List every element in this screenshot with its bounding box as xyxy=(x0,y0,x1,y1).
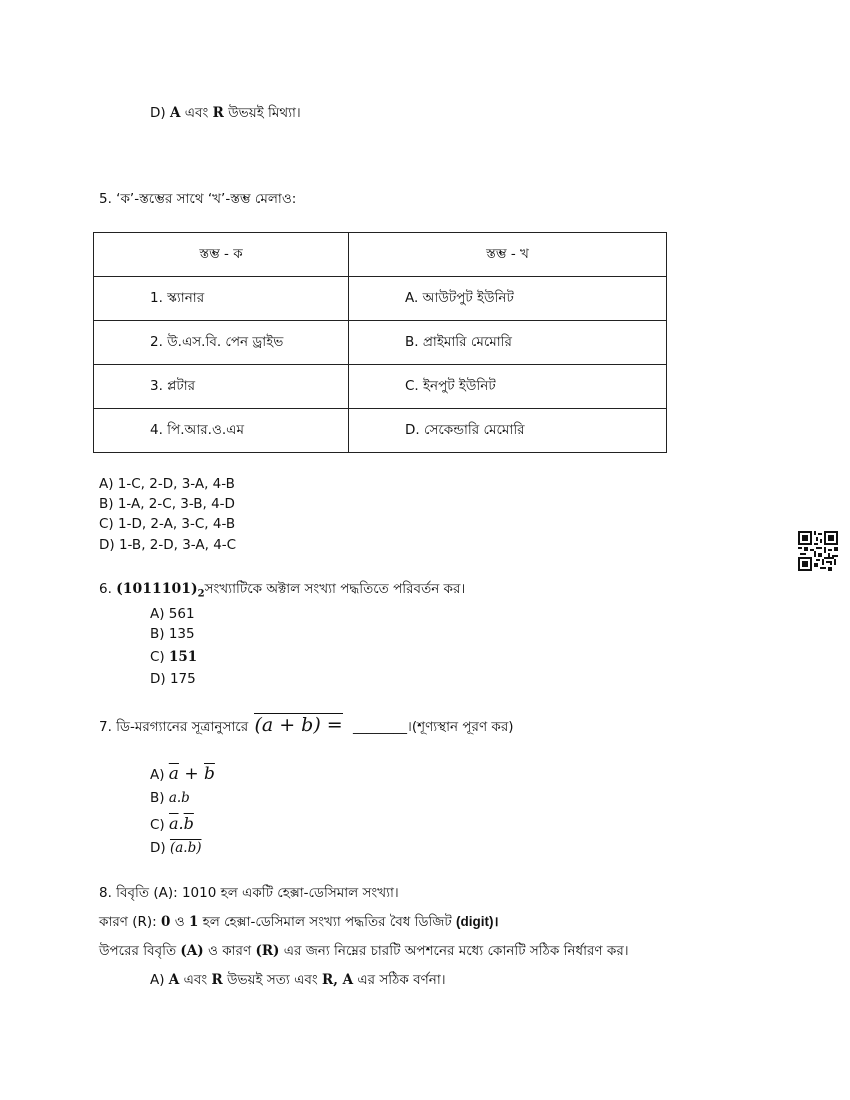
q8-statement: 8. বিবৃতি (A): 1010 হল একটি হেক্সা-ডেসিমাল সংখ্যা। xyxy=(99,885,399,901)
q7-option-c: C) $\overline{a}.\overline{b}$ xyxy=(150,814,194,833)
table-cell: 3. প্লটার xyxy=(94,365,349,409)
table-row xyxy=(94,277,667,321)
q6-question: 6. $(1011101)_2সংখ্যাটিকে$ অক্টাল সংখ্যা পদ্ধতিতে পরিবর্তন কর। xyxy=(99,581,466,600)
q7-option-a: A) $\overline{a} + \overline{b}$ xyxy=(150,764,215,784)
table-header-row xyxy=(94,233,667,277)
q5-option-c: C) 1-D, 2-A, 3-C, 4-B xyxy=(99,516,236,532)
q5-option-b: B) 1-A, 2-C, 3-B, 4-D xyxy=(99,496,235,512)
q8-instruction: উপরের বিবৃতি (A) ও কারণ (R) এর জন্য নিম্নের চারটি অপশনের মধ্যে কোনটি সঠিক নির্ধারণ কর। xyxy=(99,943,629,959)
q5-option-a: A) 1-C, 2-D, 3-A, 4-B xyxy=(99,476,235,492)
q6-option-a: A) 561 xyxy=(150,606,195,622)
q7-option-d: D) (a.b) xyxy=(150,840,202,856)
table-row xyxy=(94,409,667,453)
q6-option-d: D) 175 xyxy=(150,671,196,687)
table-cell: B. প্রাইমারি মেমোরি xyxy=(349,321,667,365)
table-row xyxy=(94,321,667,365)
q7-question: 7. ডি-মরগ্যানের সূত্রানুসারে (a + b) = ________।(শূণ্যস্থান পূরণ কর) xyxy=(99,714,514,736)
qr-code-image xyxy=(798,531,838,571)
table-cell: A. আউটপুট ইউনিট xyxy=(349,277,667,321)
table-cell: C. ইনপুট ইউনিট xyxy=(349,365,667,409)
q7-expression: (a + b) = xyxy=(254,714,343,736)
q6-option-c: C) 151 xyxy=(150,649,198,665)
match-table xyxy=(93,232,667,453)
q6-option-b: B) 135 xyxy=(150,626,195,642)
column-header-ka: স্তম্ভ - ক xyxy=(94,233,349,277)
table-cell: 4. পি.আর.ও.এম xyxy=(94,409,349,453)
table-cell: D. সেকেন্ডারি মেমোরি xyxy=(349,409,667,453)
q7-option-b: B) a.b xyxy=(150,790,190,806)
q4-option-d: D) A এবং R উভয়ই মিথ্যা। xyxy=(150,105,301,121)
q8-reason: কারণ (R): 0 ও 1 হল হেক্সা-ডেসিমাল সংখ্যা পদ্ধতির বৈধ ডিজিট (digit)। xyxy=(99,914,499,930)
q8-option-a: A) A এবং R উভয়ই সত্য এবং R, A এর সঠিক বর্ণনা। xyxy=(150,972,446,988)
table-row xyxy=(94,365,667,409)
q5-option-d: D) 1-B, 2-D, 3-A, 4-C xyxy=(99,537,237,553)
column-header-kha: স্তম্ভ - খ xyxy=(349,233,667,277)
q5-question: 5. ‘ক’-স্তম্ভের সাথে ‘খ’-স্তম্ভ মেলাও: xyxy=(99,191,297,207)
table-cell: 2. উ.এস.বি. পেন ড্রাইভ xyxy=(94,321,349,365)
table-cell: 1. স্ক্যানার xyxy=(94,277,349,321)
